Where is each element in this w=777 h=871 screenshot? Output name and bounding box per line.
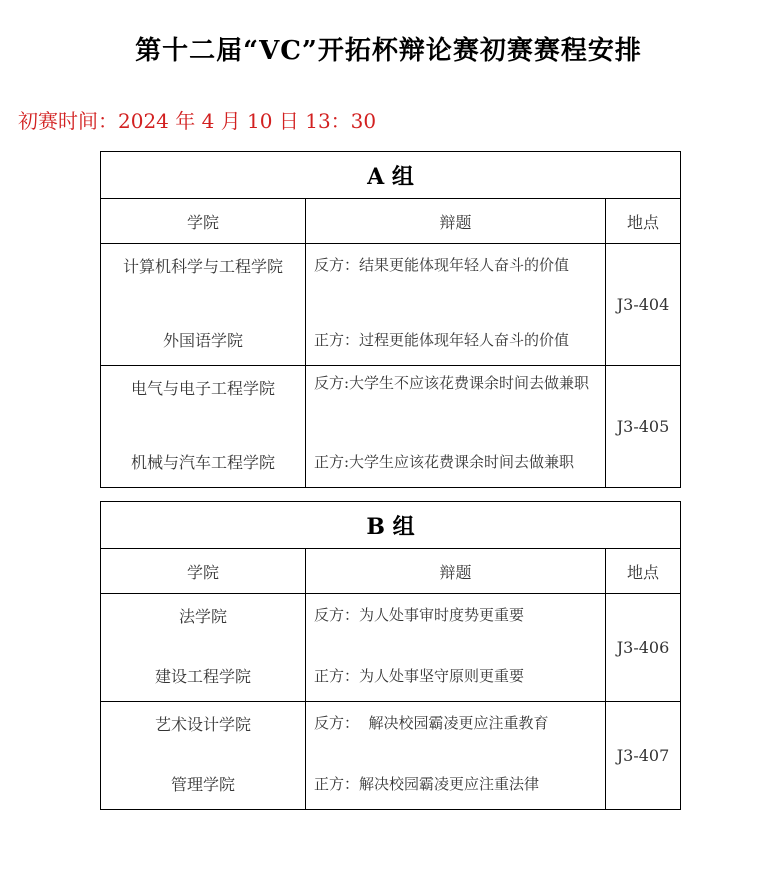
match-row: [101, 244, 681, 366]
college-header: 学院: [101, 549, 306, 594]
group-a-title: A 组: [101, 152, 681, 199]
college-name: 管理学院: [170, 775, 235, 794]
page-title: 第十二届“VC”开拓杯辩论赛初赛赛程安排: [135, 36, 642, 66]
college-name: 建设工程学院: [154, 667, 251, 686]
venue-cell: J3-406: [606, 594, 681, 702]
venue-cell: J3-404: [606, 244, 681, 366]
topic-pro: 正方:大学生应该花费课余时间去做兼职: [314, 453, 575, 471]
college-name: 法学院: [178, 607, 227, 626]
topic-con: 反方:大学生不应该花费课余时间去做兼职: [314, 374, 590, 392]
venue-header: 地点: [606, 199, 681, 244]
college-name: 艺术设计学院: [154, 715, 251, 734]
group-b-title: B 组: [101, 502, 681, 549]
venue-cell: J3-407: [606, 702, 681, 810]
match-row: [101, 594, 681, 702]
topic-pro: 正方：为人处事坚守原则更重要: [314, 667, 525, 685]
college-name: 外国语学院: [162, 331, 243, 350]
college-name: 计算机科学与工程学院: [122, 257, 283, 276]
match-row: [101, 366, 681, 488]
college-name: 机械与汽车工程学院: [130, 453, 275, 472]
topic-pro: 正方：解决校园霸凌更应注重法律: [314, 775, 540, 793]
match-time: 初赛时间：2024 年 4 月 10 日 13：30: [18, 109, 377, 133]
venue-header: 地点: [606, 549, 681, 594]
topic-con: 反方：结果更能体现年轻人奋斗的价值: [314, 256, 570, 274]
group-a-table: [100, 151, 681, 488]
topic-header: 辩题: [306, 199, 606, 244]
college-name: 电气与电子工程学院: [130, 379, 275, 398]
topic-con: 反方： 解决校园霸凌更应注重教育: [314, 714, 549, 732]
match-row: [101, 702, 681, 810]
topic-pro: 正方：过程更能体现年轻人奋斗的价值: [314, 331, 570, 349]
college-header: 学院: [101, 199, 306, 244]
venue-cell: J3-405: [606, 366, 681, 488]
group-b-table: [100, 501, 681, 810]
topic-header: 辩题: [306, 549, 606, 594]
topic-con: 反方：为人处事审时度势更重要: [314, 606, 525, 624]
